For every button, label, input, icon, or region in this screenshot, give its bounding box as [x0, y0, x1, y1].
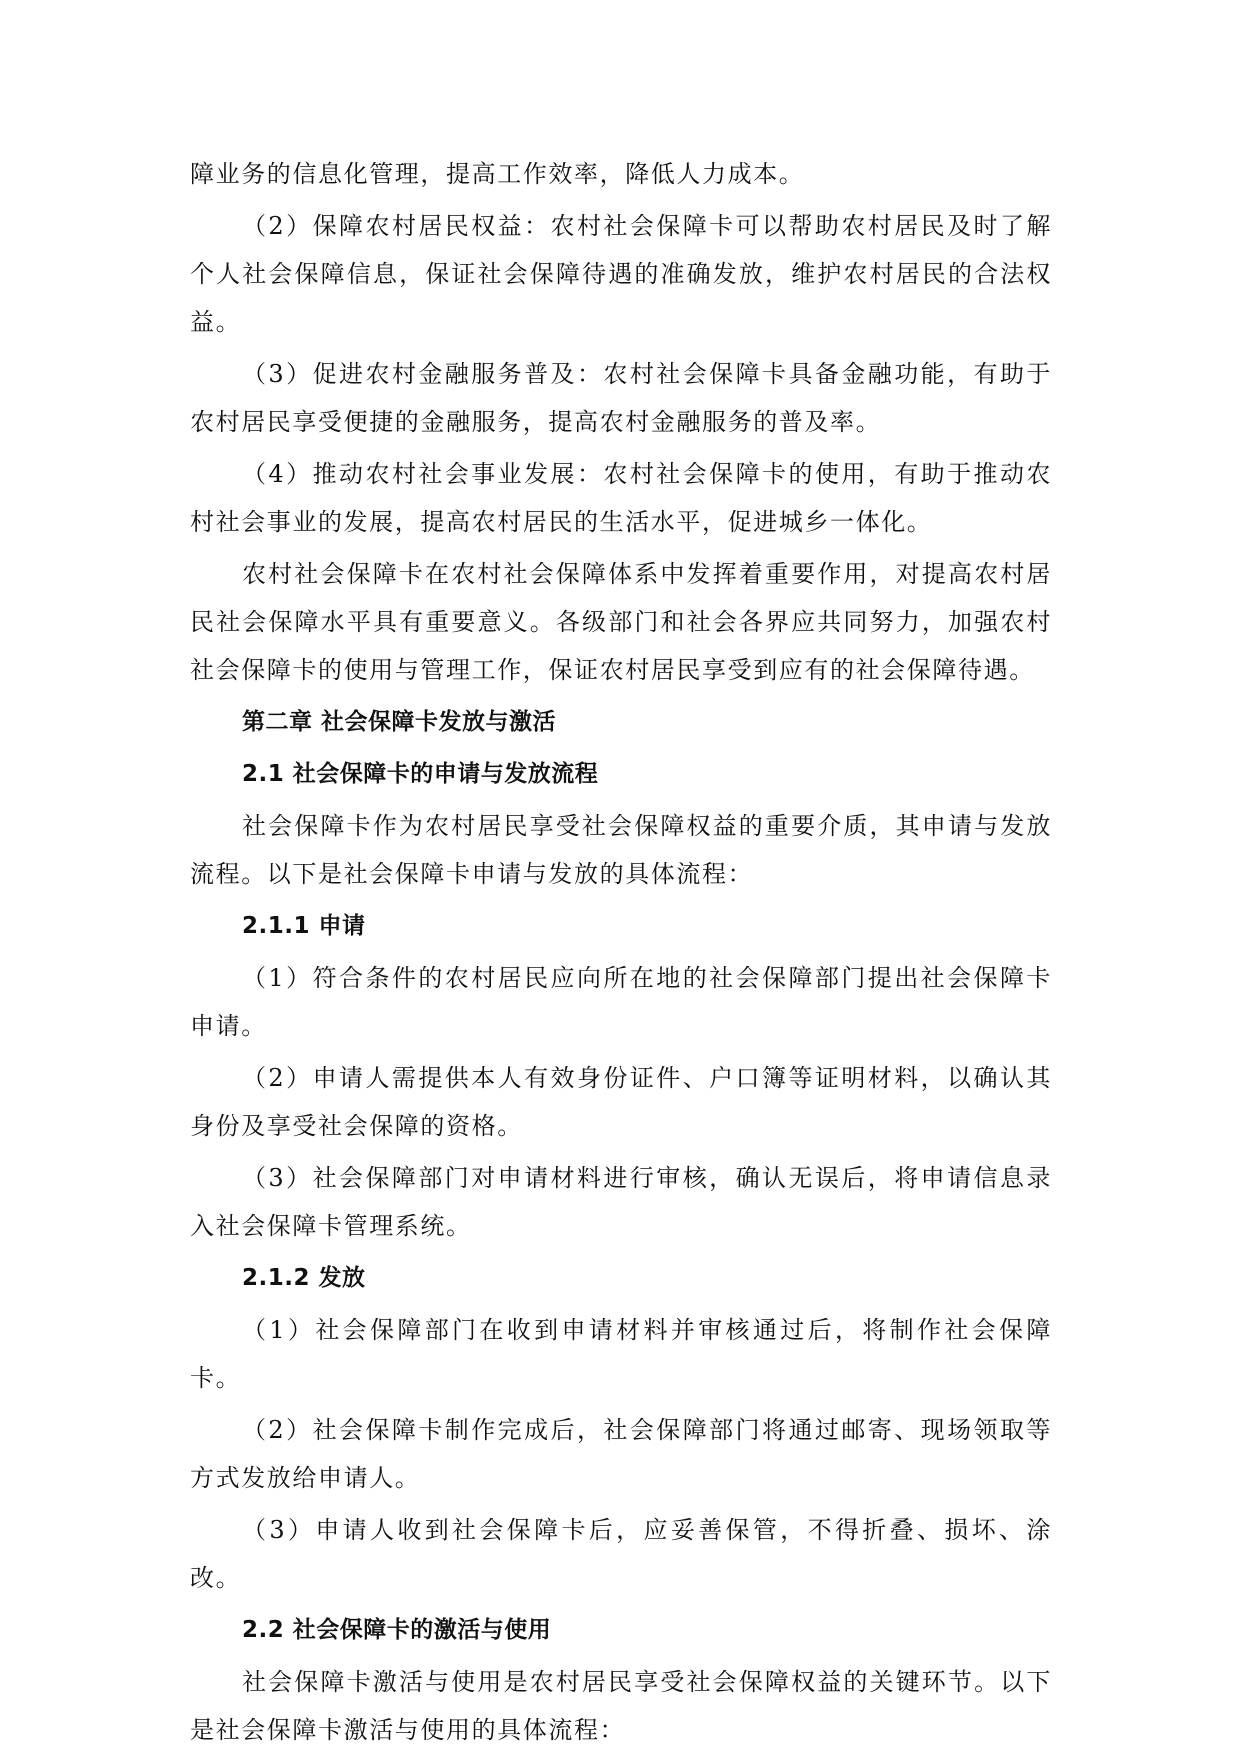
paragraph-issue-3: （3）申请人收到社会保障卡后，应妥善保管，不得折叠、损坏、涂改。 — [190, 1516, 1052, 1592]
paragraph-section-intro: 社会保障卡作为农村居民享受社会保障权益的重要介质，其申请与发放流程。以下是社会保障卡申请与发放的具体流程： — [190, 812, 1052, 888]
subsection-heading-apply: 2.1.1 申请 — [242, 913, 366, 939]
document-page — [190, 150, 1052, 1758]
paragraph-issue-1: （1）社会保障部门在收到申请材料并审核通过后，将制作社会保障卡。 — [190, 1316, 1052, 1392]
paragraph-continuation: 障业务的信息化管理，提高工作效率，降低人力成本。 — [190, 160, 805, 188]
paragraph-apply-3: （3）社会保障部门对申请材料进行审核，确认无误后，将申请信息录入社会保障卡管理系统。 — [190, 1164, 1052, 1240]
paragraph-summary: 农村社会保障卡在农村社会保障体系中发挥着重要作用，对提高农村居民社会保障水平具有重要意义。各级部门和社会各界应共同努力，加强农村社会保障卡的使用与管理工作，保证农村居民享受到应有的社会保障待遇。 — [190, 560, 1052, 684]
chapter-heading: 第二章 社会保障卡发放与激活 — [242, 709, 557, 735]
subsection-heading-issue: 2.1.2 发放 — [242, 1265, 366, 1291]
paragraph-issue-2: （2）社会保障卡制作完成后，社会保障部门将通过邮寄、现场领取等方式发放给申请人。 — [190, 1416, 1052, 1492]
paragraph-apply-1: （1）符合条件的农村居民应向所在地的社会保障部门提出社会保障卡申请。 — [190, 964, 1052, 1040]
section-heading-2-1: 2.1 社会保障卡的申请与发放流程 — [242, 761, 599, 787]
paragraph-finance-services: （3）促进农村金融服务普及：农村社会保障卡具备金融功能，有助于农村居民享受便捷的金融服务，提高农村金融服务的普及率。 — [190, 360, 1052, 436]
paragraph-social-development: （4）推动农村社会事业发展：农村社会保障卡的使用，有助于推动农村社会事业的发展，提高农村居民的生活水平，促进城乡一体化。 — [190, 460, 1052, 536]
paragraph-protect-rights: （2）保障农村居民权益：农村社会保障卡可以帮助农村居民及时了解个人社会保障信息，保证社会保障待遇的准确发放，维护农村居民的合法权益。 — [190, 212, 1052, 336]
section-heading-2-2: 2.2 社会保障卡的激活与使用 — [242, 1617, 552, 1643]
paragraph-apply-2: （2）申请人需提供本人有效身份证件、户口簿等证明材料，以确认其身份及享受社会保障的资格。 — [190, 1064, 1052, 1140]
paragraph-activation-intro: 社会保障卡激活与使用是农村居民享受社会保障权益的关键环节。以下是社会保障卡激活与使用的具体流程： — [190, 1668, 1052, 1744]
